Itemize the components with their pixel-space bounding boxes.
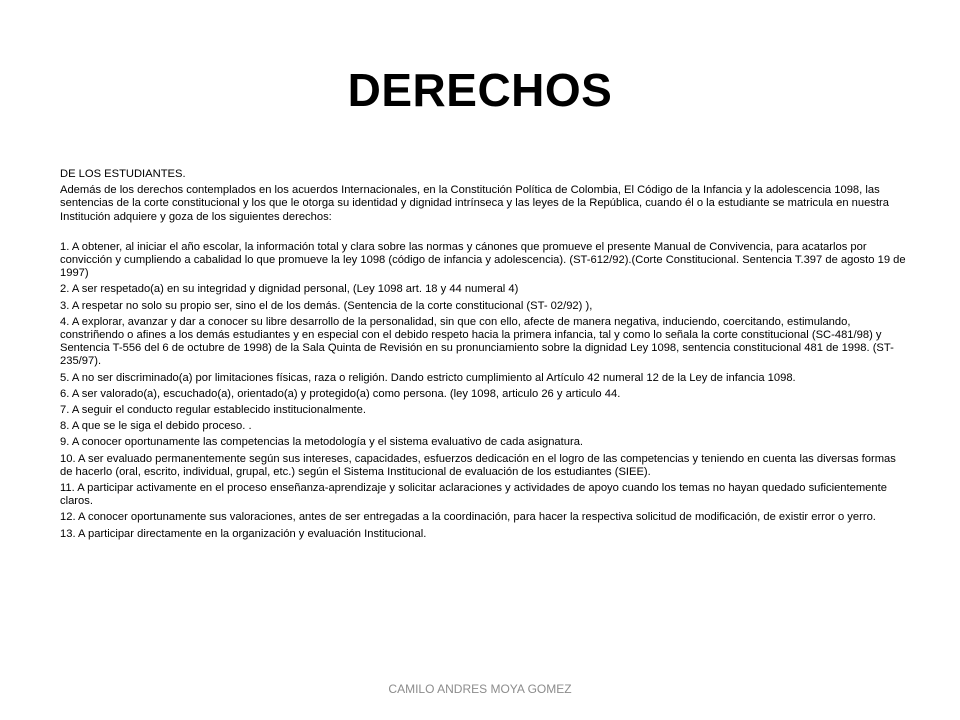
right-item-8: 8. A que se le siga el debido proceso. . [60, 420, 252, 433]
right-item-4: 4. A explorar, avanzar y dar a conocer su libre desarrollo de la personalidad, sin que con ello, afecte de manera negativa, induciendo, coercitando, estimulando, constriñendo o afines a los demás estudiantes y en especial con el debido respeto hacia la primera infancia, tal y como lo señala la corte constitucional (SC-481/98) y Sentencia T-556 del 6 de octubre de 1998) de la Sala Quinta de Revisión en su pronunciamiento sobre la dignidad Ley 1098, sentencia constitucional 481 de 1998. (ST- 235/97). [60, 315, 894, 368]
right-item-13: 13. A participar directamente en la organización y evaluación Institucional. [60, 527, 427, 540]
right-item-3: 3. A respetar no solo su propio ser, sino el de los demás. (Sentencia de la corte constitucional (ST- 02/92) ), [60, 299, 593, 312]
right-item-11: 11. A participar activamente en el proceso enseñanza-aprendizaje y solicitar aclaraciones y actividades de apoyo cuando los temas no hayan quedado suficientemente claros. [60, 482, 887, 508]
right-item-12: 12. A conocer oportunamente sus valoraciones, antes de ser entregadas a la coordinación, para hacer la respectiva solicitud de modificación, de existir error o yerro. [60, 511, 876, 524]
right-item-9: 9. A conocer oportunamente las competencias la metodología y el sistema evaluativo de cada asignatura. [60, 436, 584, 449]
slide-body [60, 168, 906, 544]
right-item-7: 7. A seguir el conducto regular establecido institucionalmente. [60, 404, 366, 417]
section-heading: DE LOS ESTUDIANTES. [60, 168, 186, 180]
slide-footer: CAMILO ANDRES MOYA GOMEZ [388, 682, 572, 696]
right-item-2: 2. A ser respetado(a) en su integridad y dignidad personal, (Ley 1098 art. 18 y 44 numeral 4) [60, 283, 519, 296]
slide-title: DERECHOS [347, 64, 613, 116]
right-item-1: 1. A obtener, al iniciar el año escolar, la información total y clara sobre las normas y cánones que promueve el presente Manual de Convivencia, para acatarlos por convicción y cumpliendo a cabalidad lo que promueve la ley 1098 (código de infancia y adolescencia). (ST-612/92).(Corte Constitucional. Sentencia T.397 de agosto 19 de 1997) [60, 240, 906, 280]
right-item-5: 5. A no ser discriminado(a) por limitaciones físicas, raza o religión. Dando estricto cumplimiento al Artículo 42 numeral 12 de la Ley de infancia 1098. [60, 371, 796, 384]
intro-paragraph: Además de los derechos contemplados en los acuerdos Internacionales, en la Constitución Política de Colombia, El Código de la Infancia y la adolescencia 1098, las sentencias de la corte constitucional y los que le otorga su identidad y dignidad intrínseca y las leyes de la República, cuando él o la estudiante se matricula en nuestra Institución adquiere y goza de los siguientes derechos: [60, 184, 890, 223]
right-item-10: 10. A ser evaluado permanentemente según sus intereses, capacidades, esfuerzos dedicación en el logro de las competencias y teniendo en cuenta las diversas formas de hacerlo (oral, escrito, individual, grupal, etc.) según el Sistema Institucional de evaluación de los estudiantes (SIEE). [60, 452, 896, 478]
right-item-6: 6. A ser valorado(a), escuchado(a), orientado(a) y protegido(a) como persona. (ley 1098, articulo 26 y articulo 44. [60, 387, 621, 400]
